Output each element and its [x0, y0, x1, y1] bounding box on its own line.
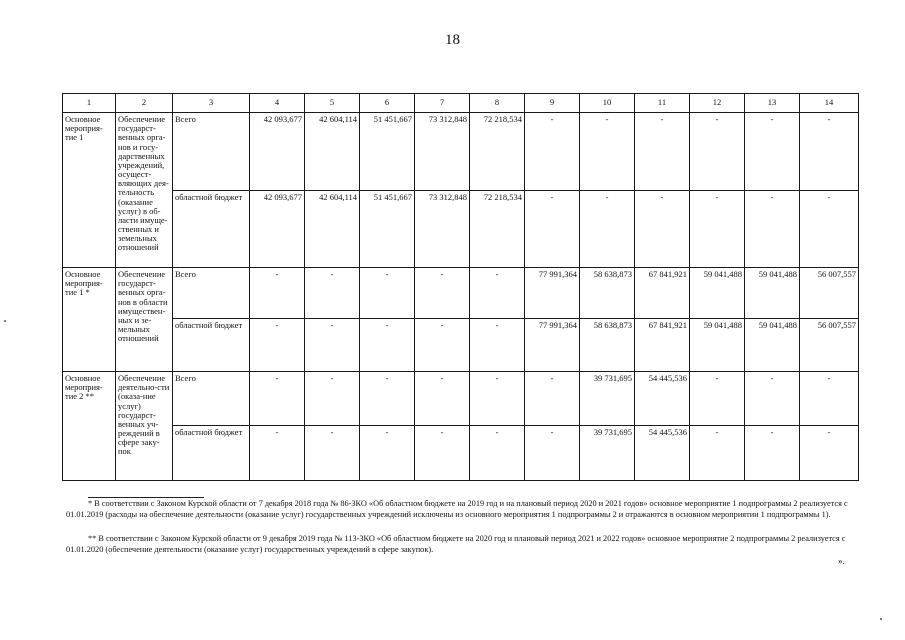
value-cell: 73 312,848 [415, 191, 470, 268]
value-cell: - [690, 113, 745, 191]
value-cell: 58 638,873 [580, 268, 635, 319]
value-cell: 72 218,534 [470, 191, 525, 268]
scan-speck [4, 320, 6, 322]
activity-description: Обеспечение деятельно-сти (оказа-ние услуг) государст-венных уч-реждений в сфере заку-пок [116, 372, 173, 481]
value-cell: 72 218,534 [470, 113, 525, 191]
value-cell: 54 445,536 [635, 372, 690, 426]
footnote-2: ** В соответствии с Законом Курской области от 9 декабря 2019 года № 113-ЗКО «Об областном бюджете на 2020 год и плановый период 2021 и 2022 годов» основное мероприятие 2 подпрограммы 2 реализуется с 01.01.2020 (обеспечение деятельности (оказание услуг) государственных учреждений в сфере закупок). [66, 534, 846, 554]
funding-source: Всего [173, 113, 250, 191]
footnote-divider [88, 497, 204, 498]
header-row [63, 94, 859, 113]
header-cell: 9 [525, 94, 580, 113]
value-cell: - [745, 372, 800, 426]
funding-source: Всего [173, 268, 250, 319]
value-cell: - [525, 191, 580, 268]
activity-description: Обеспечение государст-венных орга-нов и госу-дарственных учреждений, осущест-вляющих дея-тельность (оказание услуг) в об-ласти имуще-ственных и земельных отношений [116, 113, 173, 268]
value-cell: 56 007,557 [800, 268, 859, 319]
header-cell: 10 [580, 94, 635, 113]
header-cell: 11 [635, 94, 690, 113]
value-cell: - [250, 319, 305, 372]
value-cell: - [635, 191, 690, 268]
value-cell: 42 093,677 [250, 113, 305, 191]
value-cell: 42 604,114 [305, 191, 360, 268]
table-row [63, 113, 859, 191]
value-cell: - [415, 372, 470, 426]
value-cell: - [305, 268, 360, 319]
value-cell: - [470, 426, 525, 481]
value-cell: 77 991,364 [525, 319, 580, 372]
value-cell: 67 841,921 [635, 319, 690, 372]
value-cell: 67 841,921 [635, 268, 690, 319]
header-cell: 2 [116, 94, 173, 113]
header-cell: 6 [360, 94, 415, 113]
value-cell: 39 731,695 [580, 426, 635, 481]
value-cell: - [360, 372, 415, 426]
value-cell: - [525, 426, 580, 481]
value-cell: - [250, 268, 305, 319]
value-cell: - [580, 191, 635, 268]
value-cell: 51 451,667 [360, 113, 415, 191]
value-cell: - [360, 268, 415, 319]
value-cell: - [745, 191, 800, 268]
value-cell: - [470, 372, 525, 426]
footnote-1: * В соответствии с Законом Курской области от 7 декабря 2018 года № 86-ЗКО «Об областном бюджете на 2019 год и на плановый период 2020 и 2021 годов» основное мероприятие 1 подпрограммы 2 реализуется с 01.01.2019 (расходы на обеспечение деятельности (оказание услуг) государственных учреждений исключены из основного мероприятия 1 подпрограммы 2 и отражаются в основном мероприятии 1 подпрограммы 1). [66, 499, 848, 519]
header-cell: 14 [800, 94, 859, 113]
value-cell: - [415, 268, 470, 319]
value-cell: - [525, 113, 580, 191]
value-cell: - [745, 426, 800, 481]
header-cell: 8 [470, 94, 525, 113]
activity-name: Основное мероприя-тие 1 [63, 113, 116, 268]
value-cell: - [525, 372, 580, 426]
value-cell: 42 604,114 [305, 113, 360, 191]
value-cell: - [800, 426, 859, 481]
value-cell: 54 445,536 [635, 426, 690, 481]
header-cell: 4 [250, 94, 305, 113]
value-cell: - [800, 113, 859, 191]
funding-source: областной бюджет [173, 319, 250, 372]
funding-source: Всего [173, 372, 250, 426]
value-cell: 73 312,848 [415, 113, 470, 191]
value-cell: 77 991,364 [525, 268, 580, 319]
table-row [63, 372, 859, 426]
value-cell: 59 041,488 [745, 268, 800, 319]
scan-speck [880, 618, 882, 620]
value-cell: - [415, 319, 470, 372]
table-row [63, 426, 859, 481]
value-cell: - [745, 113, 800, 191]
value-cell: - [415, 426, 470, 481]
header-cell: 5 [305, 94, 360, 113]
activity-name: Основное мероприя-тие 2 ** [63, 372, 116, 481]
table-row [63, 191, 859, 268]
funding-source: областной бюджет [173, 191, 250, 268]
funding-source: областной бюджет [173, 426, 250, 481]
header-cell: 12 [690, 94, 745, 113]
value-cell: - [635, 113, 690, 191]
value-cell: - [360, 426, 415, 481]
table-row [63, 319, 859, 372]
budget-table [62, 93, 859, 481]
value-cell: - [470, 319, 525, 372]
value-cell: - [690, 426, 745, 481]
header-cell: 13 [745, 94, 800, 113]
header-cell: 3 [173, 94, 250, 113]
value-cell: - [800, 191, 859, 268]
value-cell: - [305, 426, 360, 481]
value-cell: - [250, 372, 305, 426]
value-cell: 59 041,488 [690, 319, 745, 372]
activity-name: Основное мероприя-тие 1 * [63, 268, 116, 372]
header-cell: 1 [63, 94, 116, 113]
value-cell: 59 041,488 [745, 319, 800, 372]
value-cell: - [470, 268, 525, 319]
value-cell: - [305, 319, 360, 372]
value-cell: - [690, 372, 745, 426]
value-cell: 39 731,695 [580, 372, 635, 426]
value-cell: - [360, 319, 415, 372]
closing-quote-mark: ». [838, 556, 845, 566]
header-cell: 7 [415, 94, 470, 113]
value-cell: - [305, 372, 360, 426]
value-cell: - [690, 191, 745, 268]
value-cell: 59 041,488 [690, 268, 745, 319]
page-number: 18 [445, 32, 460, 48]
value-cell: - [580, 113, 635, 191]
table-row [63, 268, 859, 319]
value-cell: 58 638,873 [580, 319, 635, 372]
value-cell: 56 007,557 [800, 319, 859, 372]
value-cell: 51 451,667 [360, 191, 415, 268]
value-cell: - [250, 426, 305, 481]
value-cell: 42 093,677 [250, 191, 305, 268]
value-cell: - [800, 372, 859, 426]
activity-description: Обеспечение государст-венных орга-нов в области имуществен-ных и зе-мельных отношений [116, 268, 173, 372]
